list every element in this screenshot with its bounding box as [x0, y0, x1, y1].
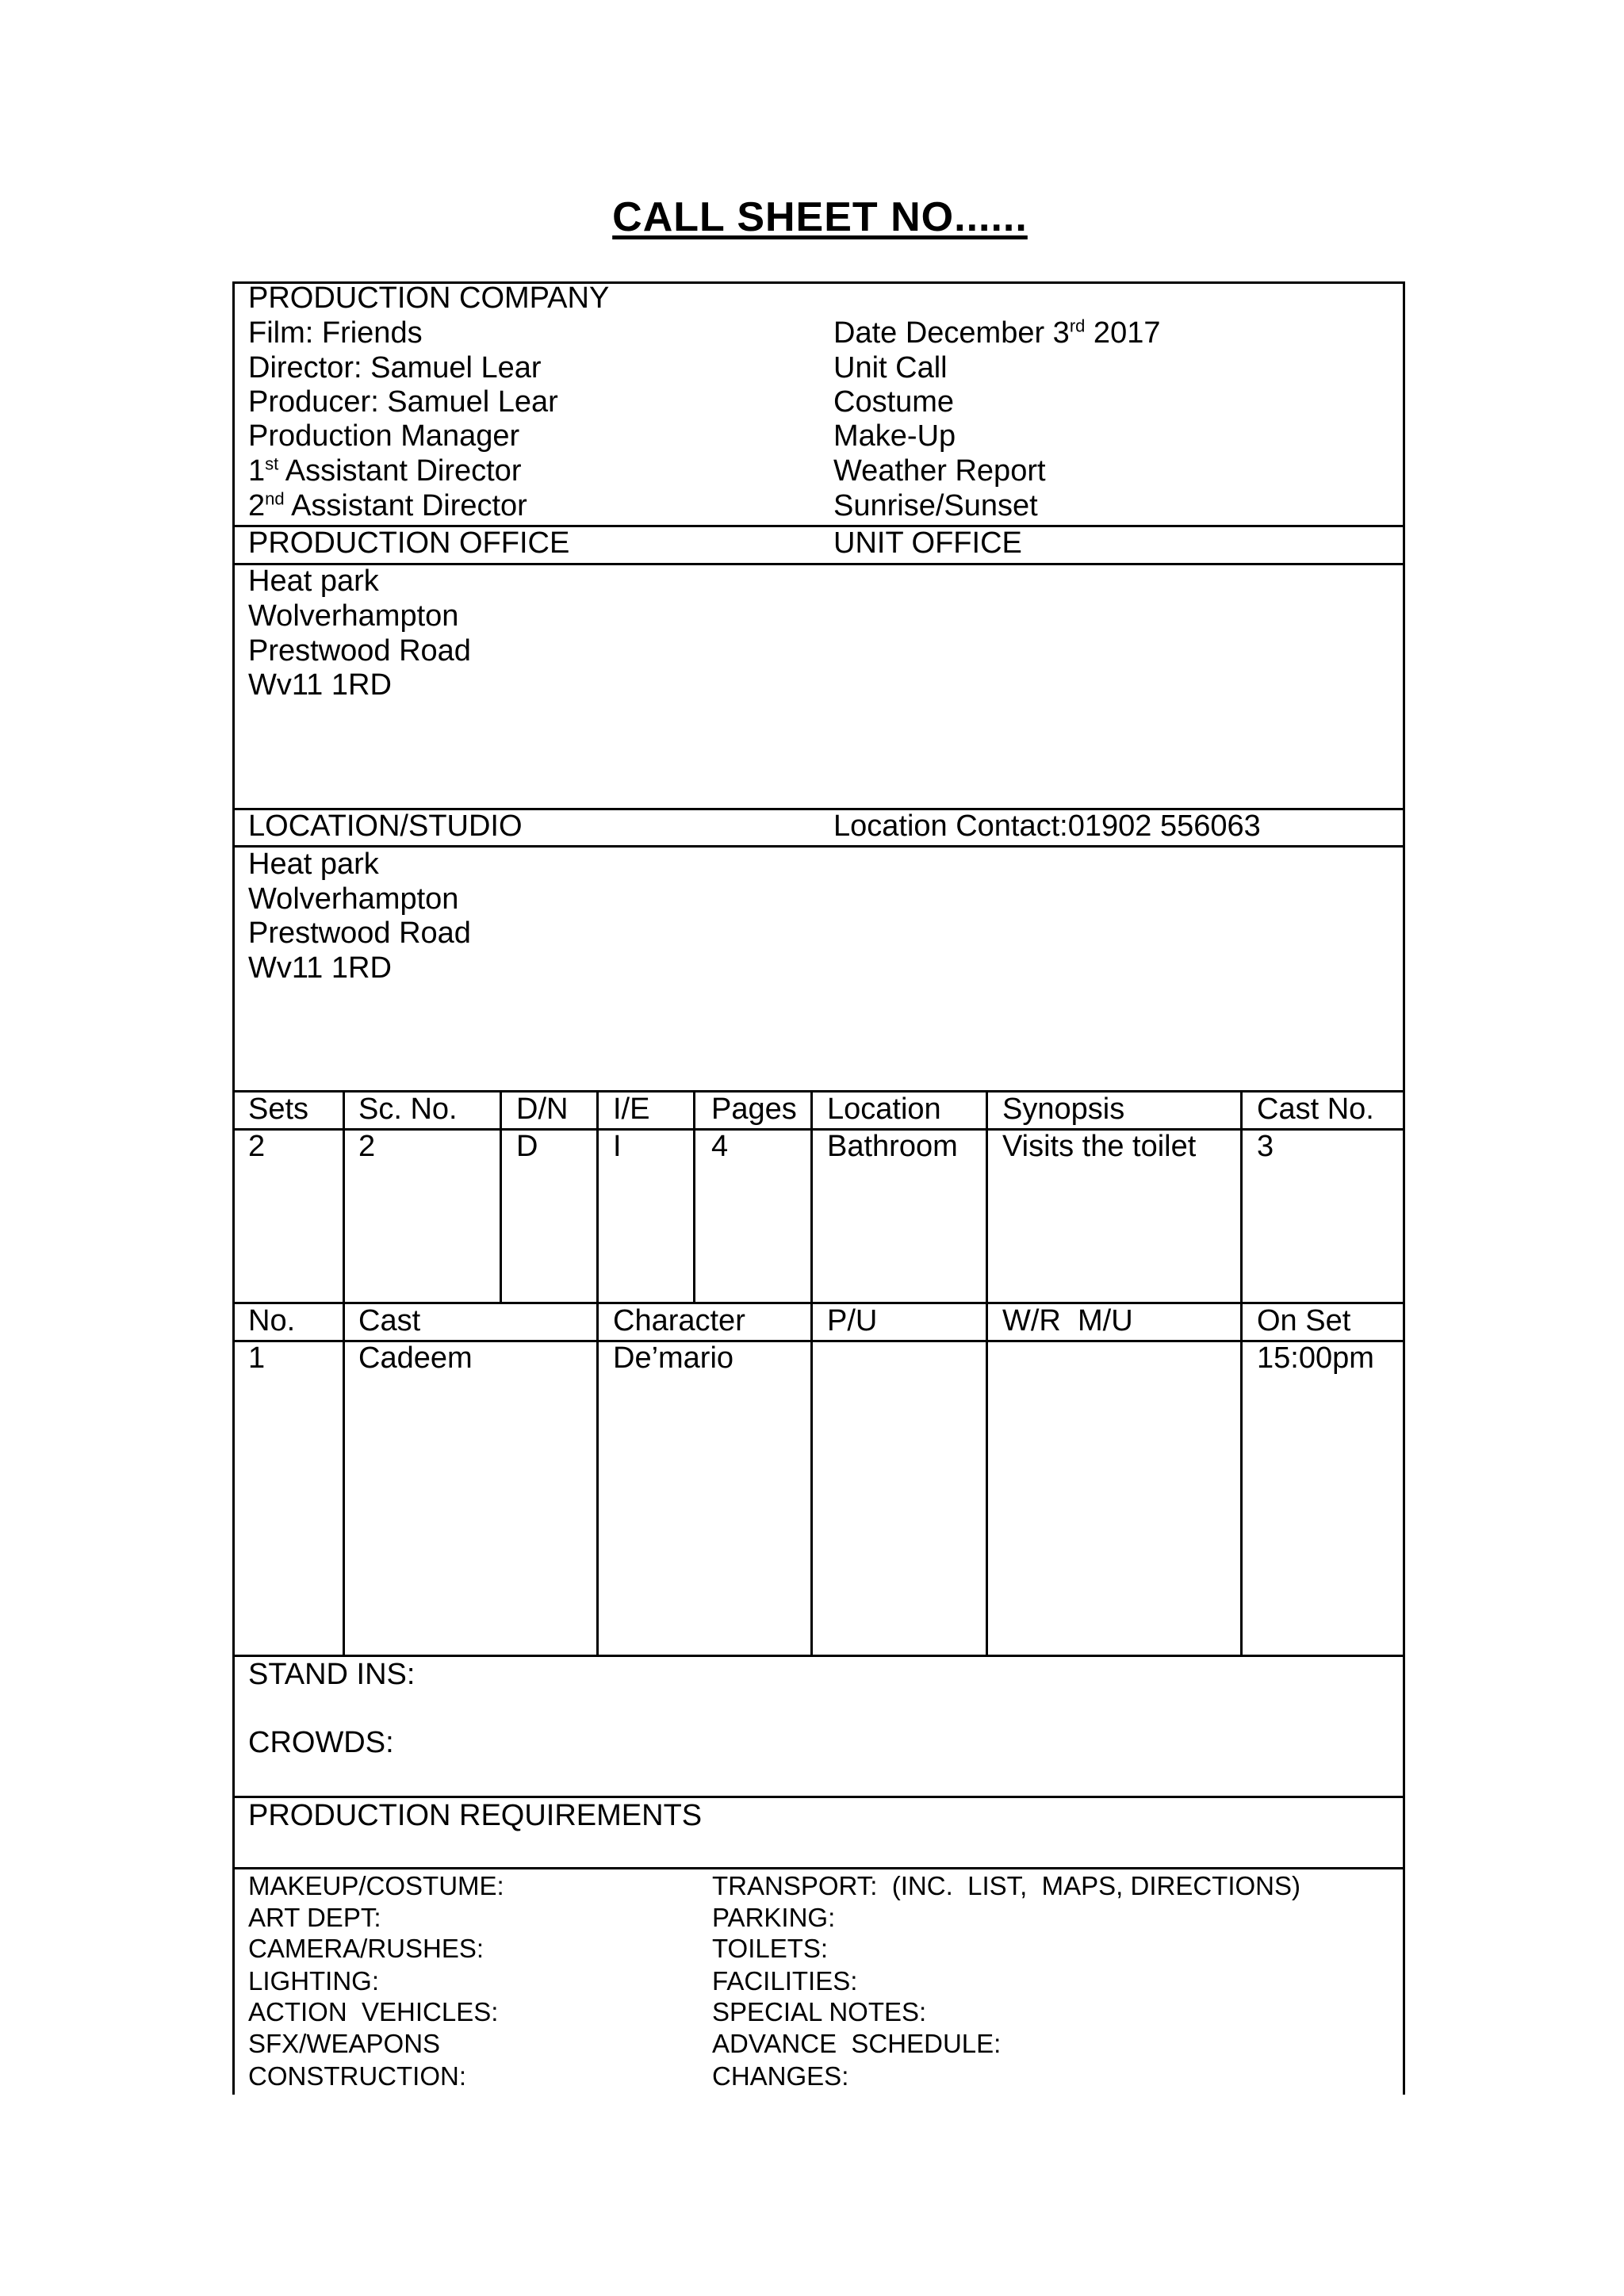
scene-col-divider [810, 1090, 813, 1304]
rule-after-office-label [232, 563, 1405, 565]
cast-header-cast: Cast [358, 1304, 421, 1337]
cast-header-character: Character [613, 1304, 745, 1337]
office-address-line: Wv11 1RD [248, 668, 392, 702]
requirement-item: SPECIAL NOTES: [712, 1997, 927, 2026]
office-address-line: Wolverhampton [248, 599, 459, 633]
requirement-item: CAMERA/RUSHES: [248, 1934, 485, 1963]
cast-col-divider [596, 1302, 599, 1657]
office-address-line: Heat park [248, 564, 379, 598]
production-manager: Production Manager [248, 419, 520, 453]
requirement-item: ART DEPT: [248, 1903, 381, 1932]
scene-col-divider [343, 1090, 345, 1304]
cast-col-divider [810, 1302, 813, 1657]
requirement-item: ACTION VEHICLES: [248, 1997, 499, 2026]
make-up: Make-Up [833, 419, 956, 453]
location-studio-label: LOCATION/STUDIO [248, 809, 523, 843]
weather-report: Weather Report [833, 454, 1046, 488]
scene-cell-synopsis: Visits the toilet [1002, 1130, 1197, 1163]
scene-col-divider [693, 1090, 695, 1304]
director: Director: Samuel Lear [248, 351, 542, 385]
stand-ins-label: STAND INS: [248, 1658, 416, 1691]
requirement-item: FACILITIES: [712, 1966, 858, 1996]
cast-cell-character: De’mario [613, 1341, 734, 1375]
production-office-label: PRODUCTION OFFICE [248, 526, 570, 560]
scene-header-synopsis: Synopsis [1002, 1093, 1125, 1126]
page-title: CALL SHEET NO...... [612, 194, 1028, 240]
rule-after-requirements-heading [232, 1867, 1405, 1869]
location-address-line: Wolverhampton [248, 882, 459, 916]
requirement-item: CONSTRUCTION: [248, 2061, 466, 2091]
location-address-line: Prestwood Road [248, 916, 471, 950]
scene-col-divider [1240, 1090, 1243, 1304]
crowds-label: CROWDS: [248, 1726, 394, 1759]
location-address-line: Wv11 1RD [248, 951, 392, 985]
scene-cell-sets: 2 [248, 1130, 266, 1163]
scene-header-scene-no: Sc. No. [358, 1093, 458, 1126]
sunrise-sunset: Sunrise/Sunset [833, 489, 1038, 522]
cast-header-no: No. [248, 1304, 296, 1337]
cast-col-divider [1240, 1302, 1243, 1657]
shoot-date: Date December 3rd 2017 [833, 316, 1161, 350]
scene-col-divider [596, 1090, 599, 1304]
office-address-line: Prestwood Road [248, 634, 471, 668]
costume: Costume [833, 385, 955, 419]
production-company-label: PRODUCTION COMPANY [248, 281, 610, 315]
second-assistant-director: 2nd Assistant Director [248, 488, 527, 522]
scene-header-pages: Pages [711, 1093, 797, 1126]
requirement-item: TOILETS: [712, 1934, 829, 1963]
requirement-item: ADVANCE SCHEDULE: [712, 2029, 1002, 2058]
cast-header-wardrobe-makeup: W/R M/U [1002, 1304, 1133, 1337]
first-assistant-director: 1st Assistant Director [248, 453, 522, 488]
cast-col-divider [986, 1302, 988, 1657]
requirement-item: TRANSPORT: (INC. LIST, MAPS, DIRECTIONS) [712, 1871, 1300, 1900]
scene-cell-location: Bathroom [827, 1130, 958, 1163]
requirement-item: PARKING: [712, 1903, 836, 1932]
cast-col-divider [343, 1302, 345, 1657]
scene-header-day-night: D/N [516, 1093, 569, 1126]
film-title: Film: Friends [248, 316, 423, 350]
requirement-item: SFX/WEAPONS [248, 2029, 441, 2058]
cast-cell-cast: Cadeem [358, 1341, 473, 1375]
scene-header-cast-no: Cast No. [1257, 1093, 1374, 1126]
cast-header-on-set: On Set [1257, 1304, 1351, 1337]
requirement-item: LIGHTING: [248, 1966, 380, 1996]
producer: Producer: Samuel Lear [248, 385, 558, 419]
scene-cell-scene-no: 2 [358, 1130, 376, 1163]
cast-cell-on-set: 15:00pm [1257, 1341, 1374, 1375]
scene-header-int-ext: I/E [613, 1093, 650, 1126]
cast-header-pick-up: P/U [827, 1304, 878, 1337]
scene-col-divider [986, 1090, 988, 1304]
cast-cell-no: 1 [248, 1341, 266, 1375]
rule-after-location-label [232, 845, 1405, 848]
requirement-item: MAKEUP/COSTUME: [248, 1871, 504, 1900]
location-contact: Location Contact:01902 556063 [833, 809, 1261, 843]
scene-cell-pages: 4 [711, 1130, 729, 1163]
requirement-item: CHANGES: [712, 2061, 849, 2091]
scene-cell-day-night: D [516, 1130, 538, 1163]
location-address-line: Heat park [248, 848, 379, 881]
unit-call: Unit Call [833, 351, 948, 385]
scene-cell-int-ext: I [613, 1130, 622, 1163]
scene-col-divider [500, 1090, 502, 1304]
rule-after-scene-headers [232, 1128, 1405, 1131]
scene-header-location: Location [827, 1093, 941, 1126]
scene-cell-cast-no: 3 [1257, 1130, 1274, 1163]
scene-header-sets: Sets [248, 1093, 309, 1126]
production-requirements-heading: PRODUCTION REQUIREMENTS [248, 1799, 703, 1832]
unit-office-label: UNIT OFFICE [833, 526, 1022, 560]
